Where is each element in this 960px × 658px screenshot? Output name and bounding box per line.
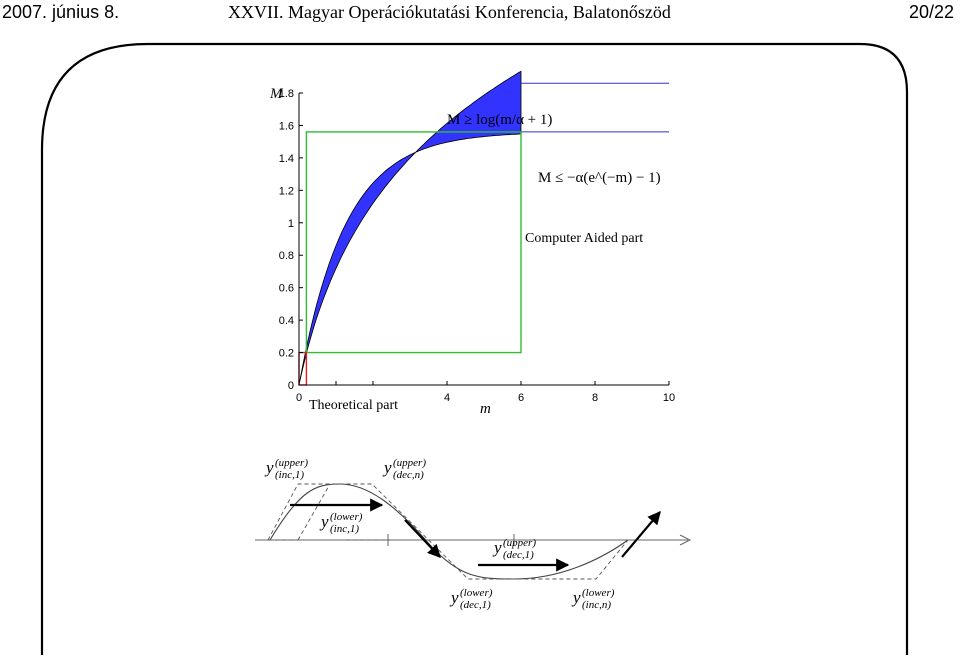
rising-arrow (622, 512, 660, 557)
header-conference: XXVII. Magyar Operációkutatási Konferencia, Balatonőszöd (228, 2, 671, 22)
diagram-curve (270, 484, 628, 579)
svg-text:(dec,1): (dec,1) (503, 549, 534, 561)
y-tick-label: 1.4 (278, 152, 294, 165)
header-page-number: 20/22 (908, 2, 954, 22)
y-tick-label: 0.8 (278, 250, 294, 263)
y-tick-label: 1.8 (278, 88, 294, 100)
decreasing-arrow (405, 520, 440, 557)
bounds-chart (269, 71, 675, 417)
svg-text:(dec,n): (dec,n) (393, 469, 424, 481)
label-y-upper-dec-1 (492, 537, 536, 561)
y-tick-label: 0.2 (278, 347, 294, 360)
x-tick-label: 4 (443, 392, 451, 404)
svg-text:(lower): (lower) (582, 587, 615, 599)
svg-text:(inc,1): (inc,1) (330, 523, 360, 535)
svg-text:(upper): (upper) (503, 537, 536, 549)
x-tick-label: 6 (517, 392, 525, 404)
label-y-upper-dec-n (382, 457, 426, 481)
svg-text:(lower): (lower) (330, 511, 363, 523)
lower-curve-label: M ≤ −α(e^(−m) − 1) (538, 170, 661, 186)
y-axis-label: M (270, 86, 283, 102)
svg-text:y: y (266, 458, 274, 477)
svg-text:(upper): (upper) (393, 457, 426, 469)
piecewise-curve-diagram (255, 457, 690, 611)
label-y-lower-dec-1 (449, 587, 493, 611)
svg-text:(inc,1): (inc,1) (275, 469, 305, 481)
label-y-lower-inc-n (571, 587, 615, 611)
svg-text:(inc,n): (inc,n) (582, 599, 612, 611)
y-tick-label: 1.2 (278, 185, 294, 198)
y-tick-label: 1.6 (278, 120, 294, 133)
x-tick-label: 0 (295, 392, 303, 404)
svg-text:y: y (451, 588, 459, 607)
upper-curve-label: M ≥ log(m/α + 1) (447, 112, 553, 128)
x-tick-label: 8 (591, 392, 599, 404)
theoretical-label: Theoretical part (309, 398, 399, 413)
svg-text:(dec,1): (dec,1) (460, 599, 491, 611)
y-tick-label: 0 (287, 380, 294, 392)
svg-text:(upper): (upper) (275, 457, 308, 469)
x-axis-label: m (480, 401, 491, 417)
computer-aided-label: Computer Aided part (525, 231, 644, 246)
svg-text:y: y (494, 538, 502, 557)
y-tick-label: 0.4 (278, 315, 294, 328)
y-tick-label: 1 (287, 217, 294, 230)
label-y-lower-inc-1 (319, 511, 363, 535)
svg-text:y: y (384, 458, 392, 477)
label-y-upper-inc-1 (264, 457, 308, 481)
upper-envelope-dashed (268, 484, 628, 579)
svg-text:y: y (573, 588, 581, 607)
svg-text:y: y (321, 512, 329, 531)
svg-text:(lower): (lower) (460, 587, 493, 599)
header-date: 2007. június 8. (2, 2, 120, 22)
y-tick-label: 0.6 (278, 282, 294, 295)
x-tick-label: 10 (662, 392, 676, 404)
